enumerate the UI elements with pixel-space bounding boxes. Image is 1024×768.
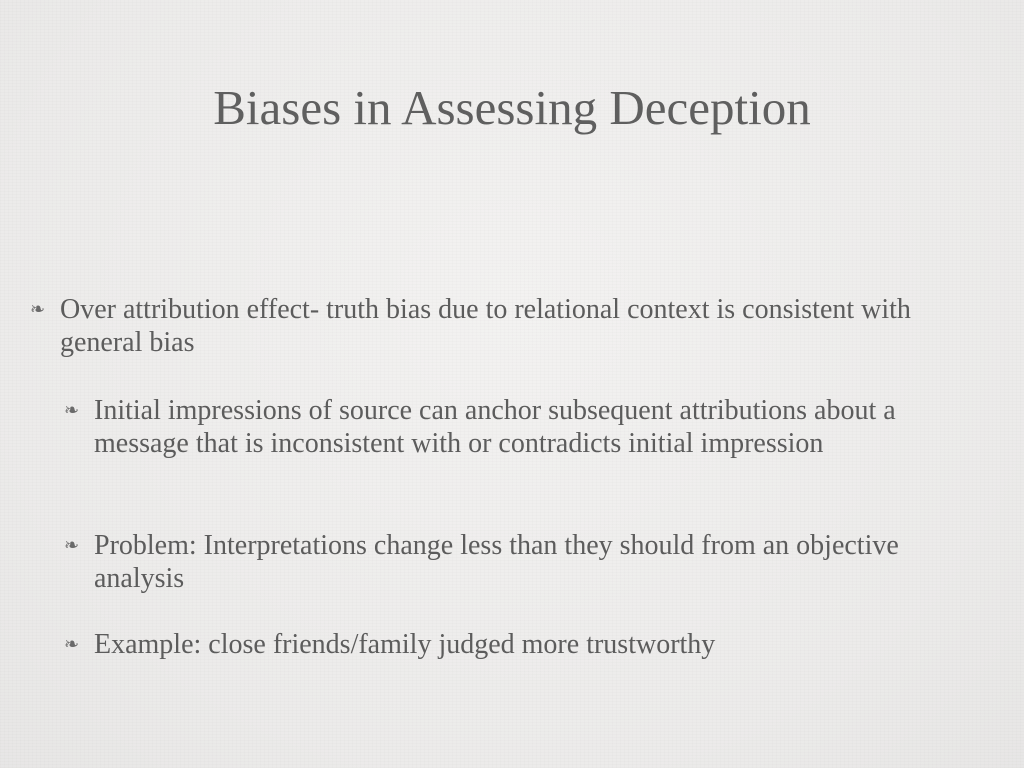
bullet-item-over-attribution — [30, 293, 975, 359]
fleuron-bullet-icon: ❧ — [30, 299, 46, 320]
sub-bullet-item-example — [64, 628, 944, 661]
bullet-text: Over attribution effect- truth bias due to relational context is consistent with general bias — [60, 294, 911, 358]
bullet-text: Initial impressions of source can anchor subsequent attributions about a message that is inconsistent with or contradicts initial impression — [94, 395, 896, 459]
bullet-text: Example: close friends/family judged more trustworthy — [94, 629, 716, 660]
fleuron-bullet-icon: ❧ — [64, 400, 80, 421]
fleuron-bullet-icon: ❧ — [64, 535, 80, 556]
fleuron-bullet-icon: ❧ — [64, 634, 80, 655]
sub-bullet-item-initial-impressions — [64, 394, 944, 460]
slide-title: Biases in Assessing Deception — [213, 80, 811, 135]
bullet-text: Problem: Interpretations change less than they should from an objective analysis — [94, 530, 899, 594]
sub-bullet-item-problem — [64, 529, 944, 595]
